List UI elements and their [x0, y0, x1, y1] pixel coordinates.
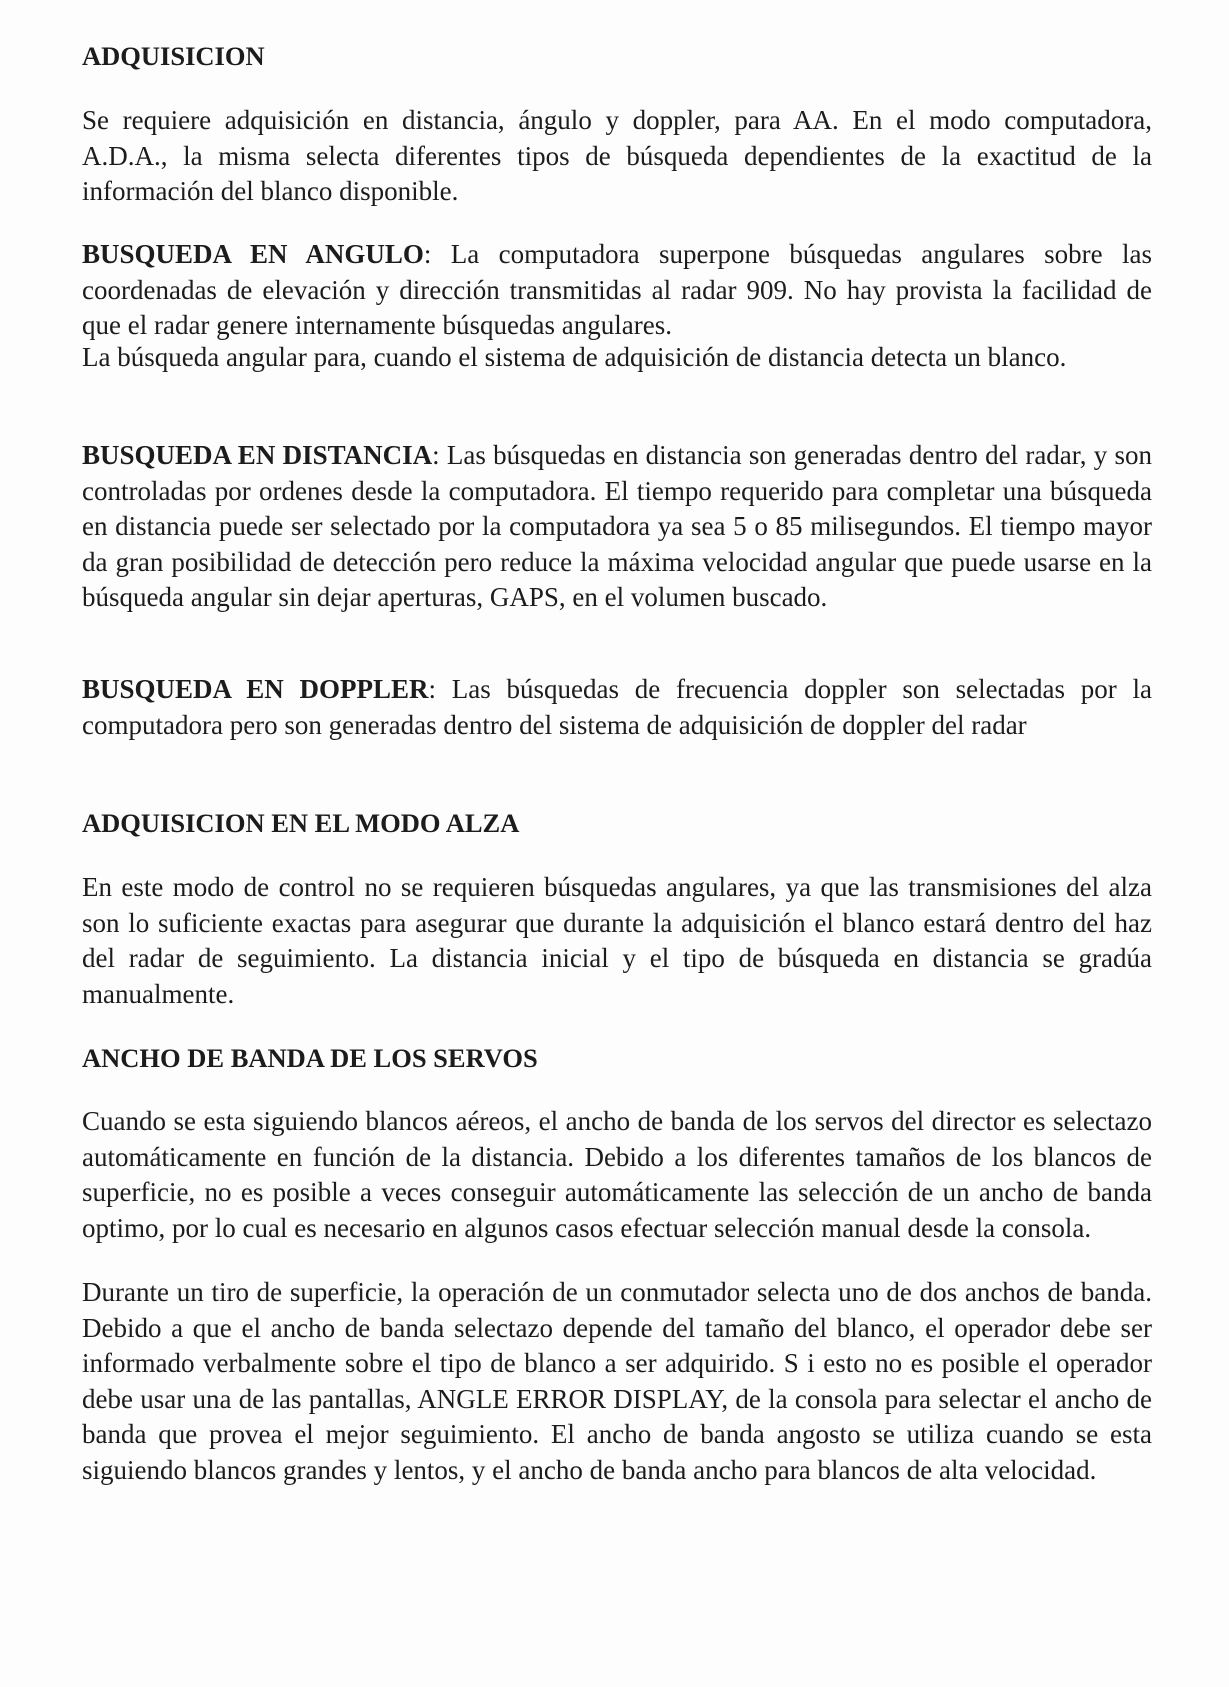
section-heading-modo-alza: ADQUISICION EN EL MODO ALZA — [82, 808, 520, 838]
section-heading-ancho-banda: ANCHO DE BANDA DE LOS SERVOS — [82, 1043, 538, 1073]
inline-heading-busqueda-angulo: BUSQUEDA EN ANGULO — [82, 239, 424, 269]
paragraph-busqueda-angulo-text: : La computadora superpone búsquedas angulares sobre las coordenadas de elevación y dirección transmitidas al radar 909. No hay provista la facilidad de que el radar genere internamente búsquedas angulares. — [82, 239, 1152, 340]
paragraph-busqueda-angulo-2: La búsqueda angular para, cuando el sistema de adquisición de distancia detecta un blanco. — [82, 342, 1067, 372]
paragraph-ancho-banda-1: Cuando se esta siguiendo blancos aéreos, el ancho de banda de los servos del director es selectazo automáticamente en función de la distancia. Debido a los diferentes tamaños de los blancos de superficie, no es posible a veces conseguir automáticamente las selección de un ancho de banda optimo, por lo cual es necesario en algunos casos efectuar selección manual desde la consola. — [82, 1106, 1152, 1243]
paragraph-busqueda-angulo — [82, 237, 1152, 344]
paragraph-ancho-banda-2: Durante un tiro de superficie, la operación de un conmutador selecta uno de dos anchos de banda. Debido a que el ancho de banda selectazo depende del tamaño del blanco, el operador debe ser informado verbalmente sobre el tipo de blanco a ser adquirido. S i esto no es posible el operador debe usar una de las pantallas, ANGLE ERROR DISPLAY, de la consola para selectar el ancho de banda que provea el mejor seguimiento. El ancho de banda angosto se utiliza cuando se esta siguiendo blancos grandes y lentos, y el ancho de banda ancho para blancos de alta velocidad. — [82, 1277, 1152, 1485]
paragraph-busqueda-distancia — [82, 438, 1152, 616]
paragraph-busqueda-doppler-text: : Las búsquedas de frecuencia doppler son selectadas por la computadora pero son generadas dentro del sistema de adquisición de doppler del radar — [82, 674, 1152, 740]
paragraph-busqueda-distancia-text: : Las búsquedas en distancia son generadas dentro del radar, y son controladas por ordenes desde la computadora. El tiempo requerido para completar una búsqueda en distancia puede ser selectado por la computadora ya sea 5 o 85 milisegundos. El tiempo mayor da gran posibilidad de detección pero reduce la máxima velocidad angular que puede usarse en la búsqueda angular sin dejar aperturas, GAPS, en el volumen buscado. — [82, 440, 1152, 612]
paragraph-adquisicion: Se requiere adquisición en distancia, ángulo y doppler, para AA. En el modo computadora, A.D.A., la misma selecta diferentes tipos de búsqueda dependientes de la exactitud de la información del blanco disponible. — [82, 105, 1152, 206]
inline-heading-busqueda-distancia: BUSQUEDA EN DISTANCIA — [82, 440, 433, 470]
inline-heading-busqueda-doppler: BUSQUEDA EN DOPPLER — [82, 674, 429, 704]
paragraph-busqueda-doppler — [82, 672, 1152, 743]
paragraph-modo-alza: En este modo de control no se requieren búsquedas angulares, ya que las transmisiones del alza son lo suficiente exactas para asegurar que durante la adquisición el blanco estará dentro del haz del radar de seguimiento. La distancia inicial y el tipo de búsqueda en distancia se gradúa manualmente. — [82, 872, 1152, 1009]
section-heading-adquisicion: ADQUISICION — [82, 41, 265, 71]
